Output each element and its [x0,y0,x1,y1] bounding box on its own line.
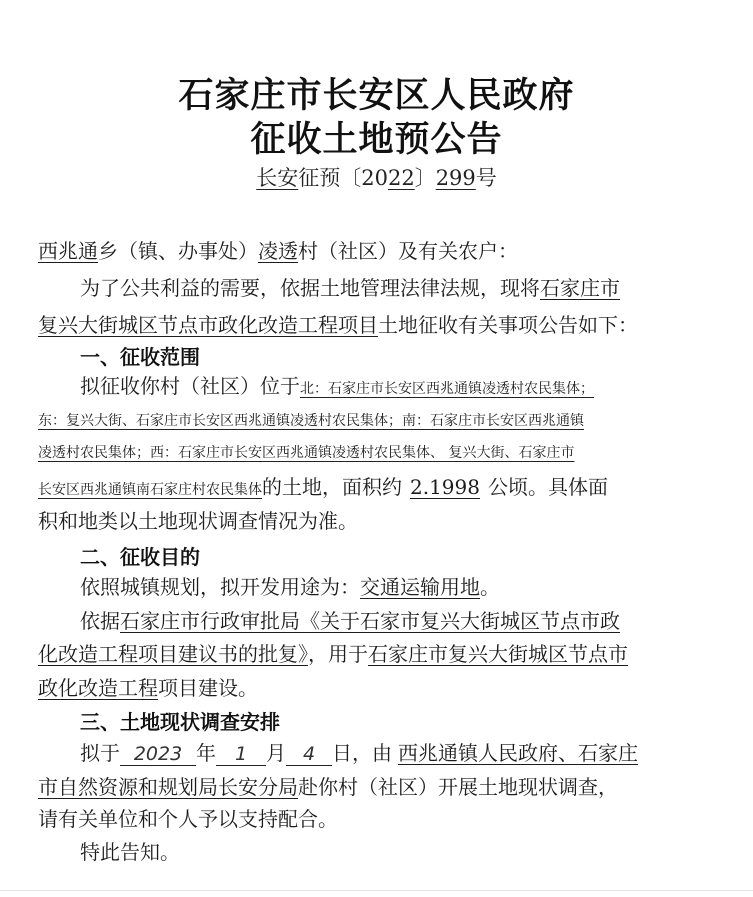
area-lead: 的土地，面积约 [262,475,402,499]
survey-month: 1 [216,743,266,766]
scope-west: 凌透村农民集体；西：石家庄市长安区西兆通镇凌透村农民集体、 复兴大街、石家庄市 [38,445,575,461]
scope-east-south: 东：复兴大街、石家庄市长安区西兆通镇凌透村农民集体；南：石家庄市长安区西兆通镇 [38,413,584,429]
scope-north: 北：石家庄市长安区西兆通镇凌透村农民集体； [300,381,594,397]
survey-line-3: 请有关单位和个人予以支持配合。 [38,807,338,831]
section-1-line-4 [38,474,608,501]
addressee-village: 凌透 [258,239,298,263]
doc-prefix: 长安 [256,166,299,190]
title-line-2: 征收土地预公告 [250,119,503,160]
basis-line-1 [80,608,620,634]
addressee-text-2: 村（社区）及有关农户： [298,239,518,263]
doc-bracket-close: 〕 [414,166,436,190]
addressee-township: 西兆通 [38,239,98,263]
doc-middle: 征预〔20 [298,166,388,190]
basis-mid: ，用于 [308,642,368,666]
basis-line-2 [38,641,628,667]
doc-serial-number: 299 [435,166,476,190]
area-value: 2.1998 [410,475,480,499]
survey-day-label: 日，由 [332,741,392,765]
survey-lead: 拟于 [80,741,120,765]
intro-project-part-2: 复兴大街城区节点市政化改造工程项目 [38,313,378,337]
purpose-value: 交通运输用地 [360,575,480,599]
section-1-line-2 [38,410,584,432]
survey-year-label: 年 [196,741,216,765]
intro-text-1: 为了公共利益的需要，依据土地管理法律法规，现将 [80,276,540,300]
basis-end: 项目建设。 [158,676,258,700]
section-1-line-3 [38,442,574,464]
intro-text-2: 土地征收有关事项公告如下： [378,313,638,337]
area-unit-text: 公顷。具体面 [487,475,608,499]
section-1-line-1 [80,373,594,400]
section-1-lead: 拟征收你村（社区）位于 [80,374,300,398]
survey-line-1 [80,740,638,766]
page-bottom-edge [0,890,753,891]
doc-year-suffix: 22 [387,166,415,190]
survey-year: 2023 [120,743,196,766]
basis-lead: 依据 [80,609,120,633]
survey-line-2 [38,774,618,800]
closing-text: 特此告知。 [80,840,180,864]
purpose-end: 。 [480,575,500,599]
document-number [0,162,753,192]
intro-line-1 [80,275,620,301]
survey-agency-part-2: 市自然资源和规划局长安分局 [38,775,298,799]
basis-project-part-1: 石家庄市复兴大街城区节点市 [368,642,628,666]
doc-suffix: 号 [475,166,497,190]
section-2-heading: 二、征收目的 [80,545,200,569]
section-1-heading: 一、征收范围 [80,345,200,369]
basis-document-part-2: 化改造工程项目建议书的批复》 [38,642,308,666]
basis-project-part-2: 政化改造工程 [38,676,158,700]
purpose-lead: 依照城镇规划，拟开发用途为： [80,575,360,599]
addressee-text-1: 乡（镇、办事处） [98,239,258,263]
addressee-line [38,238,518,264]
basis-document-part-1: 石家庄市行政审批局《关于石家市复兴大街城区节点市政 [120,609,620,633]
intro-line-2 [38,312,638,338]
survey-month-label: 月 [266,741,286,765]
purpose-line [80,574,500,600]
basis-line-3 [38,675,258,701]
survey-text-after: 赴你村（社区）开展土地现状调查， [298,775,618,799]
section-3-heading: 三、土地现状调查安排 [80,710,280,734]
title-line-1: 石家庄市长安区人民政府 [178,75,575,116]
section-1-line-5: 积和地类以土地现状调查情况为准。 [38,509,358,533]
intro-project-part-1: 石家庄市 [540,276,620,300]
survey-day: 4 [286,743,332,766]
scope-west-continued: 长安区西兆通镇南石家庄村农民集体 [38,482,262,498]
survey-agency-part-1: 西兆通镇人民政府、石家庄 [398,741,638,765]
